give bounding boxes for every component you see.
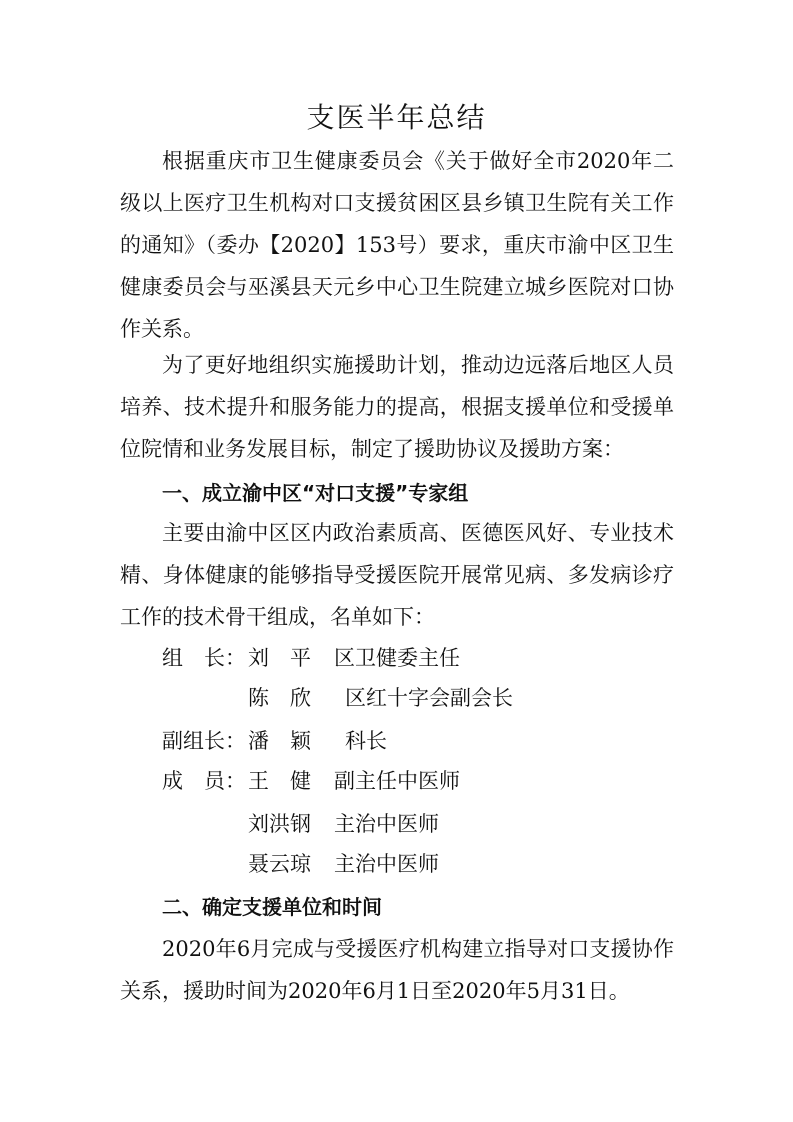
section-1-heading: 一、成立渝中区“对口支援”专家组 xyxy=(162,481,469,505)
roster-role: 成 员： xyxy=(162,769,246,793)
roster-title: 区红十字会副会长 xyxy=(345,686,513,710)
roster-role: 组 长： xyxy=(162,646,246,670)
roster-name: 潘 颖 xyxy=(248,729,311,753)
section-2-body: 2020年6月完成与受援医疗机构建立指导对口支援协作关系，援助时间为2020年6月1日至2020年5月31日。 xyxy=(120,937,674,1003)
roster-title: 区卫健委主任 xyxy=(334,646,460,670)
document-title: 支医半年总结 xyxy=(306,101,487,134)
roster-title: 主治中医师 xyxy=(334,812,439,836)
purpose-paragraph: 为了更好地组织实施援助计划，推动边远落后地区人员培养、技术提升和服务能力的提高，根据支援单位和受援单位院情和业务发展目标，制定了援助协议及援助方案： xyxy=(120,353,674,461)
intro-paragraph: 根据重庆市卫生健康委员会《关于做好全市2020年二级以上医疗卫生机构对口支援贫困区县乡镇卫生院有关工作的通知》（委办【2020】153号）要求，重庆市渝中区卫生健康委员会与巫溪县天元乡中心卫生院建立城乡医院对口协作关系。 xyxy=(120,149,674,341)
roster-title: 主治中医师 xyxy=(334,852,439,876)
roster-name: 刘 平 xyxy=(248,646,311,670)
section-1-intro: 主要由渝中区区内政治素质高、医德医风好、专业技术精、身体健康的能够指导受援医院开展常见病、多发病诊疗工作的技术骨干组成，名单如下： xyxy=(120,521,674,629)
roster-title: 科长 xyxy=(345,729,387,753)
roster-name: 聂云琼 xyxy=(248,852,311,876)
roster-name: 刘洪钢 xyxy=(248,812,311,836)
section-2-heading: 二、确定支援单位和时间 xyxy=(162,895,382,919)
roster-name: 王 健 xyxy=(248,769,311,793)
roster-role: 副组长： xyxy=(162,729,246,753)
roster-title: 副主任中医师 xyxy=(334,769,460,793)
roster-name: 陈 欣 xyxy=(248,686,311,710)
